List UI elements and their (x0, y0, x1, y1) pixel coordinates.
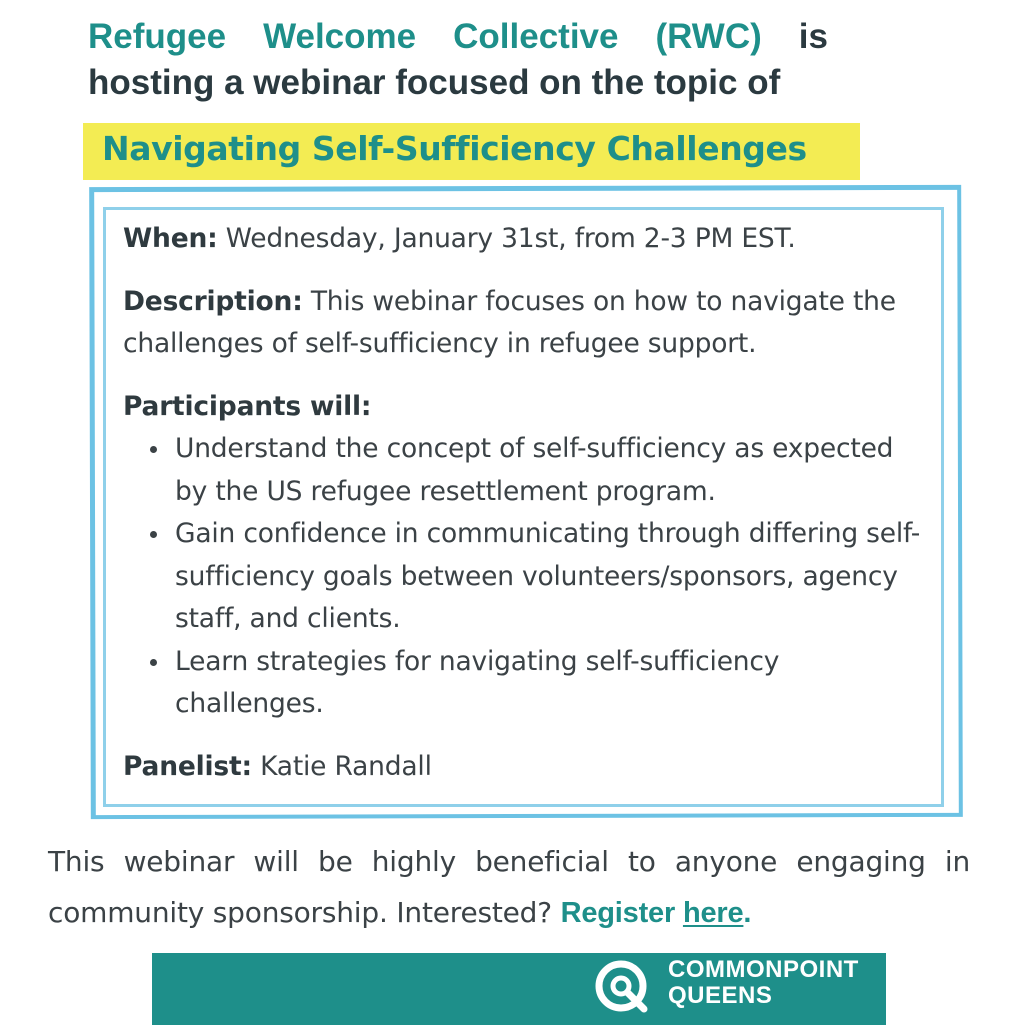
closing-text: This webinar will be highly beneficial to anyone engaging in community sponsorship. Interested? (48, 845, 970, 929)
participants-label (123, 386, 933, 429)
headline-line-1 (88, 14, 828, 60)
org-word-3: Collective (453, 17, 619, 56)
topic-highlight (83, 123, 860, 180)
when-value: Wednesday, January 31st, from 2-3 PM EST. (217, 223, 796, 254)
org-word-4: (RWC) (655, 17, 762, 56)
list-item: Understand the concept of self-sufficiency as expected by the US refugee resettlement program. (175, 428, 933, 513)
description-value: This webinar focuses on how to navigate the challenges of self-sufficiency in refugee support. (123, 285, 896, 359)
list-item: Gain confidence in communicating through differing self-sufficiency goals between volunteers/sponsors, agency staff, and clients. (175, 513, 933, 641)
when-row (123, 218, 933, 261)
footer-bar (152, 953, 886, 1025)
logo-line-1: COMMONPOINT (668, 956, 859, 983)
when-label: When: (123, 223, 218, 254)
topic-title: Navigating Self-Sufficiency Challenges (102, 129, 807, 168)
org-word-2: Welcome (263, 17, 417, 56)
register-link[interactable]: here (682, 897, 744, 929)
register-label: Register (560, 897, 676, 929)
logo-wordmark (668, 957, 859, 1009)
participants-label-text: Participants will: (123, 390, 372, 422)
headline-line-2: hosting a webinar focused on the topic of (88, 63, 781, 102)
panelist-row (123, 746, 933, 789)
list-item: Learn strategies for navigating self-sufficiency challenges. (175, 641, 933, 726)
register-space (675, 897, 683, 929)
register-period: . (743, 897, 752, 929)
headline-is: is (798, 17, 828, 56)
headline (88, 14, 828, 106)
panelist-label: Panelist: (123, 750, 252, 782)
logo-line-2: QUEENS (668, 982, 773, 1009)
description-row (123, 281, 933, 366)
participants-list (123, 428, 933, 726)
closing-paragraph (48, 836, 970, 939)
description-label: Description: (123, 285, 303, 317)
org-word-1: Refugee (88, 17, 227, 56)
register-text (561, 897, 752, 929)
commonpoint-q-icon (592, 957, 652, 1017)
panelist-value: Katie Randall (251, 750, 432, 782)
event-details (123, 218, 933, 788)
